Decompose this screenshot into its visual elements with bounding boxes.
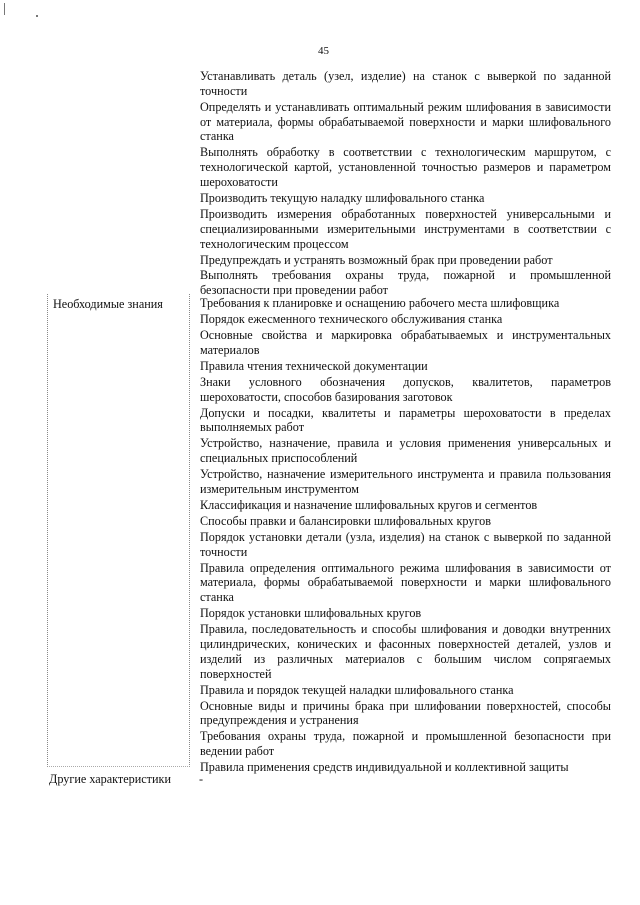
list-item: Правила применения средств индивидуальной и коллективной защиты [200,760,569,775]
other-characteristics-value: - [199,772,204,786]
list-item: Правила определения оптимального режима шлифования в зависимости от материала, формы обрабатываемой поверхности и марки шлифовального станка [200,560,611,605]
list-item: Производить текущую наладку шлифовального станка [200,190,485,205]
list-item: Выполнять обработку в соответствии с технологическим маршрутом, с технологической картой, установленной точностью размеров и параметром шероховатости [200,145,611,189]
list-item: Классификация и назначение шлифовальных кругов и сегментов [200,497,538,512]
list-item: Основные свойства и маркировка обрабатываемых и инструментальных материалов [200,327,611,357]
labor-actions-list [200,69,611,299]
list-item: Знаки условного обозначения допусков, квалитетов, параметров шероховатости, способов базирования заготовок [200,374,611,404]
list-item: Устройство, назначение, правила и условия применения универсальных и специальных приспособлений [200,436,611,466]
list-item: Порядок установки детали (узла, изделия) на станок с выверкой по заданной точности [200,529,611,559]
list-item: Выполнять требования охраны труда, пожарной и промышленной безопасности при проведении работ [200,268,611,298]
list-item: Правила чтения технической документации [200,358,428,373]
page-number: 45 [318,45,329,57]
list-item: Порядок ежесменного технического обслуживания станка [200,311,503,326]
scan-dot [36,15,38,17]
list-item: Порядок установки шлифовальных кругов [200,606,422,621]
list-item: Предупреждать и устранять возможный брак при проведении работ [200,252,553,267]
list-item: Требования к планировке и оснащению рабочего места шлифовщика [200,296,560,310]
list-item: Определять и устанавливать оптимальный режим шлифования в зависимости от материала, формы обрабатываемой поверхности и марки шлифовального станка [200,99,611,144]
list-item: Основные виды и причины брака при шлифовании поверхностей, способы предупреждения и устранения [200,698,611,728]
knowledge-label: Необходимые знания [53,297,163,311]
knowledge-list [200,296,611,776]
list-item: Правила и порядок текущей наладки шлифовального станка [200,682,514,697]
list-item: Правила, последовательность и способы шлифования и доводки внутренних цилиндрических, конических и фасонных поверхностей деталей, узлов и изделий из различных материалов с большим числом сопрягаемых поверхностей [200,622,611,681]
scan-mark [4,3,9,15]
list-item: Допуски и посадки, квалитеты и параметры шероховатости в пределах выполняемых работ [200,405,611,435]
list-item: Требования охраны труда, пожарной и промышленной безопасности при ведении работ [200,729,611,759]
knowledge-section [47,294,611,775]
list-item: Устройство, назначение измерительного инструмента и правила пользования измерительным инструментом [200,467,611,496]
other-characteristics-label: Другие характеристики [49,772,171,786]
list-item: Устанавливать деталь (узел, изделие) на станок с выверкой по заданной точности [200,69,611,98]
list-item: Производить измерения обработанных поверхностей универсальными и специализированными измерительными инструментами в соответствии с технологическим процессом [200,206,611,251]
list-item: Способы правки и балансировки шлифовальных кругов [200,513,491,528]
label-cell [47,294,190,767]
